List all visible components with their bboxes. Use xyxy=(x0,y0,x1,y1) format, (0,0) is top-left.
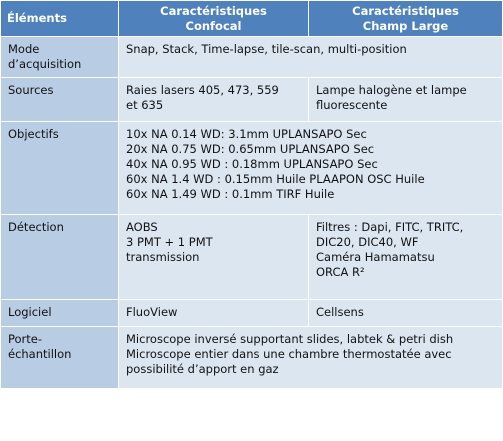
row-label-mode-line2: d’acquisition xyxy=(8,57,82,71)
sources-confocal-line2: et 635 xyxy=(126,98,164,112)
detection-wide-field-line1: Filtres : Dapi, FITC, TRITC, xyxy=(316,220,464,234)
row-detection xyxy=(1,215,503,300)
header-row xyxy=(1,1,503,37)
row-porte-echantillon xyxy=(1,327,503,389)
porte-line: Microscope inversé supportant slides, labtek & petri dish xyxy=(126,332,454,346)
objectif-line: 40x NA 0.95 WD : 0.18mm UPLANSAPO Sec xyxy=(126,157,378,171)
detection-wide-field xyxy=(309,215,503,300)
row-label-detection: Détection xyxy=(1,215,119,300)
header-confocal xyxy=(119,1,309,37)
objectifs-list xyxy=(119,122,503,215)
row-label-sources: Sources xyxy=(1,78,119,122)
header-wide-field-line2: Champ Large xyxy=(362,18,449,33)
sources-wide-field-line1: Lampe halogène et lampe xyxy=(316,83,467,97)
header-wide-field xyxy=(309,1,503,37)
detection-confocal xyxy=(119,215,309,300)
row-sources xyxy=(1,78,503,122)
row-label-objectifs: Objectifs xyxy=(1,122,119,215)
detection-wide-field-line2: DIC20, DIC40, WF xyxy=(316,235,419,249)
detection-confocal-line3: transmission xyxy=(126,250,200,264)
row-label-logiciel: Logiciel xyxy=(1,300,119,327)
sources-wide-field xyxy=(309,78,503,122)
header-elements: Éléments xyxy=(1,1,119,37)
logiciel-wide-field: Cellsens xyxy=(309,300,503,327)
row-label-mode xyxy=(1,37,119,78)
mode-value: Snap, Stack, Time-lapse, tile-scan, multi-position xyxy=(119,37,503,78)
sources-confocal xyxy=(119,78,309,122)
porte-line: Microscope entier dans une chambre thermostatée avec xyxy=(126,347,452,361)
sources-confocal-line1: Raies lasers 405, 473, 559 xyxy=(126,83,279,97)
sources-wide-field-line2: fluorescente xyxy=(316,98,388,112)
header-confocal-line2: Confocal xyxy=(185,18,242,33)
header-wide-field-line1: Caractéristiques xyxy=(352,3,459,18)
row-label-mode-line1: Mode xyxy=(8,42,40,56)
logiciel-confocal: FluoView xyxy=(119,300,309,327)
porte-value xyxy=(119,327,503,389)
detection-wide-field-line3: Caméra Hamamatsu xyxy=(316,250,435,264)
objectif-line: 10x NA 0.14 WD: 3.1mm UPLANSAPO Sec xyxy=(126,127,367,141)
row-label-porte-line2: échantillon xyxy=(8,347,72,361)
row-label-porte-line1: Porte- xyxy=(8,332,43,346)
row-label-porte xyxy=(1,327,119,389)
porte-line: possibilité d’apport en gaz xyxy=(126,362,279,376)
header-confocal-line1: Caractéristiques xyxy=(160,3,267,18)
detection-wide-field-line4: ORCA R² xyxy=(316,265,365,279)
objectif-line: 20x NA 0.75 WD: 0.65mm UPLANSAPO Sec xyxy=(126,142,375,156)
objectif-line: 60x NA 1.4 WD : 0.15mm Huile PLAAPON OSC Huile xyxy=(126,172,425,186)
detection-confocal-line2: 3 PMT + 1 PMT xyxy=(126,235,213,249)
row-objectifs xyxy=(1,122,503,215)
detection-confocal-line1: AOBS xyxy=(126,220,158,234)
row-logiciel xyxy=(1,300,503,327)
row-mode-acquisition xyxy=(1,37,503,78)
objectif-line: 60x NA 1.49 WD : 0.1mm TIRF Huile xyxy=(126,187,335,201)
